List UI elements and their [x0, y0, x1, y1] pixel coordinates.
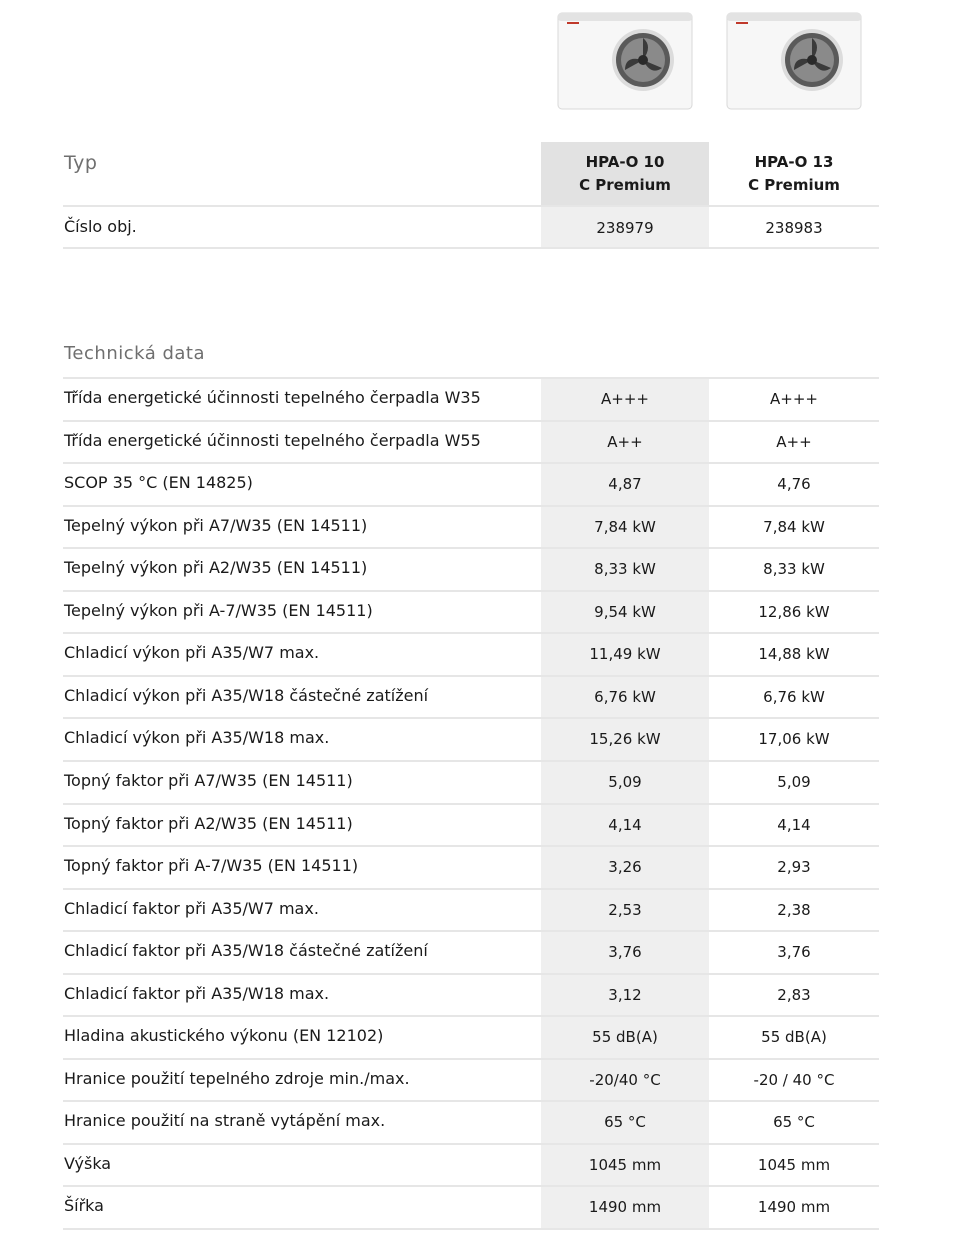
- row-value-model-2: 4,14: [777, 815, 811, 834]
- table-row: [0, 1187, 959, 1230]
- row-label: Chladicí výkon při A35/W7 max.: [64, 643, 320, 663]
- divider: [63, 205, 879, 207]
- model-name-2: [710, 151, 878, 197]
- table-row: [0, 592, 959, 635]
- row-value-model-2: A++: [776, 432, 812, 451]
- table-row: [0, 1060, 959, 1103]
- row-value-model-1: 6,76 kW: [594, 687, 656, 706]
- model-name-line: HPA-O 13: [754, 153, 834, 171]
- row-value-model-1: 3,26: [608, 858, 642, 877]
- row-label: Topný faktor při A2/W35 (EN 14511): [64, 813, 353, 833]
- row-value-model-2: 2,38: [777, 900, 811, 919]
- row-value-model-2: 4,76: [777, 475, 811, 494]
- row-value-model-2: 55 dB(A): [761, 1028, 827, 1047]
- table-row: [0, 847, 959, 890]
- row-value-model-2: 17,06 kW: [758, 730, 830, 749]
- row-value-model-2: 14,88 kW: [758, 645, 830, 664]
- row-label: Chladicí faktor při A35/W18 částečné zatížení: [64, 941, 428, 961]
- row-label: Třída energetické účinnosti tepelného čerpadla W55: [64, 430, 481, 450]
- row-value-model-1: 55 dB(A): [592, 1028, 658, 1047]
- row-label: Šířka: [64, 1196, 104, 1216]
- row-value-model-2: 7,84 kW: [763, 517, 825, 536]
- row-label: Tepelný výkon při A-7/W35 (EN 14511): [64, 600, 373, 620]
- row-value-model-1: 2,53: [608, 900, 642, 919]
- table-row: [0, 890, 959, 933]
- row-value-model-1: 4,87: [608, 475, 642, 494]
- table-row: [0, 379, 959, 422]
- section-title: Technická data: [64, 343, 206, 364]
- model-name-line: C Premium: [579, 176, 671, 194]
- row-value-model-2: 12,86 kW: [758, 602, 830, 621]
- order-number-value: 238979: [596, 219, 654, 237]
- row-value-model-1: 4,14: [608, 815, 642, 834]
- row-label: Tepelný výkon při A7/W35 (EN 14511): [64, 515, 368, 535]
- divider: [63, 1228, 879, 1230]
- row-value-model-2: 2,93: [777, 858, 811, 877]
- row-value-model-1: 65 °C: [604, 1113, 646, 1132]
- row-value-model-2: 6,76 kW: [763, 687, 825, 706]
- row-label: Výška: [64, 1153, 112, 1173]
- row-value-model-1: 11,49 kW: [589, 645, 661, 664]
- row-label: Tepelný výkon při A2/W35 (EN 14511): [64, 558, 368, 578]
- order-number-label: Číslo obj.: [64, 217, 137, 236]
- divider: [63, 247, 879, 249]
- table-row: [0, 549, 959, 592]
- row-value-model-2: 3,76: [777, 943, 811, 962]
- row-value-model-2: -20 / 40 °C: [753, 1070, 835, 1089]
- table-row: [0, 932, 959, 975]
- row-label: Topný faktor při A7/W35 (EN 14511): [64, 770, 353, 790]
- row-value-model-1: 7,84 kW: [594, 517, 656, 536]
- row-value-model-1: 1490 mm: [588, 1198, 662, 1217]
- row-value-model-2: 8,33 kW: [763, 560, 825, 579]
- row-value-model-1: A+++: [601, 390, 649, 408]
- table-row: [0, 719, 959, 762]
- row-value-model-2: 1045 mm: [757, 1155, 831, 1174]
- table-row: [0, 507, 959, 550]
- model-name-1: [541, 151, 709, 197]
- typ-label: Typ: [64, 152, 98, 174]
- row-value-model-1: 5,09: [608, 772, 642, 791]
- row-value-model-2: 1490 mm: [757, 1198, 831, 1217]
- row-label: Hranice použití tepelného zdroje min./max.: [64, 1068, 410, 1088]
- row-value-model-1: 3,76: [608, 943, 642, 962]
- row-value-model-1: 9,54 kW: [594, 602, 656, 621]
- row-label: Topný faktor při A-7/W35 (EN 14511): [64, 856, 359, 876]
- table-row: [0, 634, 959, 677]
- row-value-model-2: 65 °C: [773, 1113, 815, 1132]
- heat-pump-image: [724, 10, 864, 112]
- table-row: [0, 422, 959, 465]
- model-name-line: HPA-O 10: [585, 153, 665, 171]
- heat-pump-image: [555, 10, 695, 112]
- row-value-model-1: 3,12: [608, 985, 642, 1004]
- row-value-model-1: 1045 mm: [588, 1155, 662, 1174]
- table-row: [0, 1017, 959, 1060]
- row-value-model-2: 2,83: [777, 985, 811, 1004]
- row-label: Třída energetické účinnosti tepelného čerpadla W35: [64, 388, 481, 407]
- row-value-model-2: 5,09: [777, 772, 811, 791]
- row-label: Hladina akustického výkonu (EN 12102): [64, 1026, 384, 1046]
- table-row: [0, 975, 959, 1018]
- model-name-line: C Premium: [748, 176, 840, 194]
- order-number-value: 238983: [765, 219, 823, 237]
- table-row: [0, 805, 959, 848]
- table-row: [0, 464, 959, 507]
- table-row: [0, 677, 959, 720]
- row-value-model-1: 15,26 kW: [589, 730, 661, 749]
- table-row: [0, 1102, 959, 1145]
- row-value-model-1: 8,33 kW: [594, 560, 656, 579]
- row-value-model-1: -20/40 °C: [589, 1070, 661, 1089]
- row-label: SCOP 35 °C (EN 14825): [64, 473, 253, 493]
- table-row: [0, 762, 959, 805]
- row-value-model-1: A++: [607, 432, 643, 451]
- row-label: Chladicí faktor při A35/W7 max.: [64, 898, 319, 918]
- row-label: Chladicí výkon při A35/W18 max.: [64, 728, 330, 748]
- row-label: Hranice použití na straně vytápění max.: [64, 1111, 386, 1131]
- row-value-model-2: A+++: [770, 390, 818, 408]
- row-label: Chladicí výkon při A35/W18 částečné zatížení: [64, 685, 429, 705]
- row-label: Chladicí faktor při A35/W18 max.: [64, 983, 330, 1003]
- table-row: [0, 1145, 959, 1188]
